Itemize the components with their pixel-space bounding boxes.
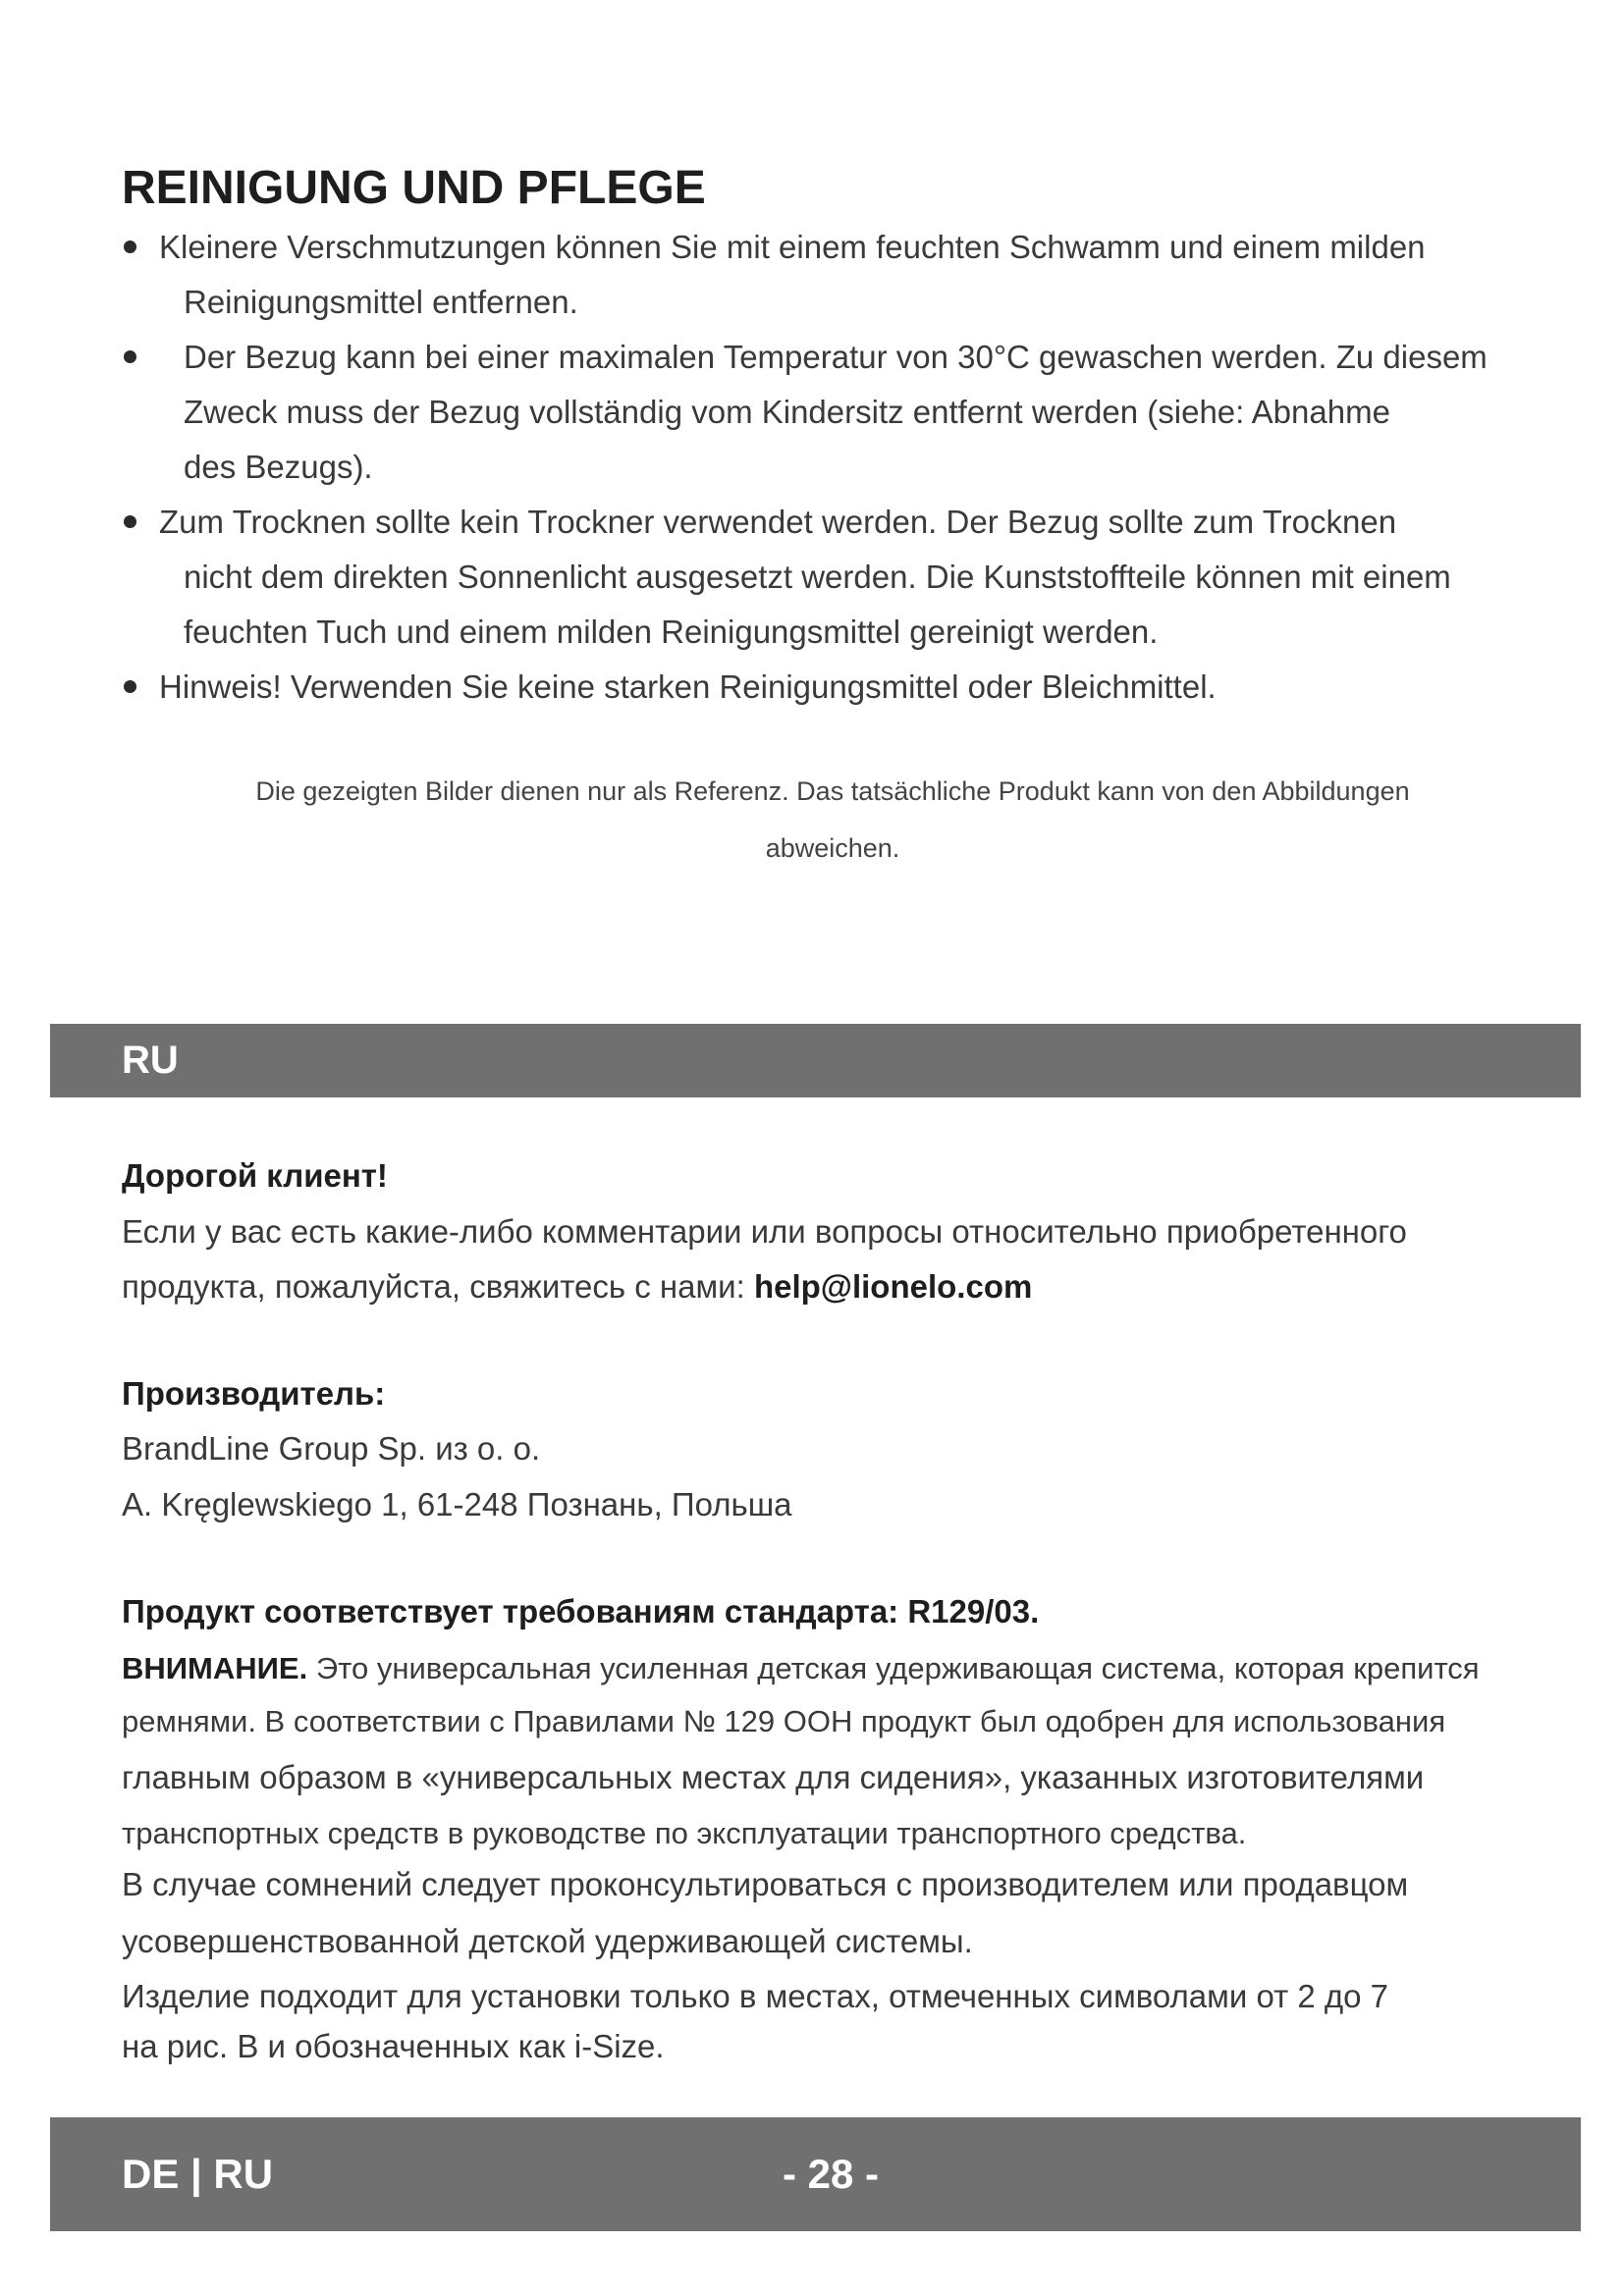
- disclaimer-line: Die gezeigten Bilder dienen nur als Referenz. Das tatsächliche Produkt kann von den Abbildungen: [255, 776, 1410, 806]
- page-footer: [50, 2117, 1581, 2231]
- bullet-dot-icon: [124, 515, 136, 528]
- contact-line: [122, 1259, 1032, 1314]
- contact-text: продукта, пожалуйста, свяжитесь с нами:: [122, 1268, 754, 1305]
- bullet-line: Der Bezug kann bei einer maximalen Temperatur von 30°C gewaschen werden. Zu diesem: [184, 339, 1488, 375]
- bullet-line: Kleinere Verschmutzungen können Sie mit einem feuchten Schwamm und einem milden: [159, 229, 1426, 265]
- contact-heading: Дорогой клиент!: [122, 1157, 388, 1194]
- section-title: REINIGUNG UND PFLEGE: [122, 162, 706, 214]
- manufacturer-heading: Производитель:: [122, 1375, 386, 1412]
- bullet-dot-icon: [124, 240, 136, 253]
- bullet-line: Zum Trocknen sollte kein Trockner verwendet werden. Der Bezug sollte zum Trocknen: [159, 504, 1397, 540]
- manufacturer-address: A. Kręglewskiego 1, 61-248 Познань, Польша: [122, 1486, 792, 1522]
- warning-label: ВНИМАНИЕ.: [122, 1651, 308, 1685]
- language-section-band: [50, 1024, 1581, 1097]
- contact-line: Если у вас есть какие-либо комментарии или вопросы относительно приобретенного: [122, 1213, 1407, 1250]
- warning-line: усовершенствованной детской удерживающей системы.: [122, 1923, 973, 1959]
- bullet-dot-icon: [124, 350, 136, 363]
- warning-line: ремнями. В соответствии с Правилами № 129 ООН продукт был одобрен для использования: [122, 1704, 1446, 1738]
- contact-email: help@lionelo.com: [753, 1268, 1033, 1305]
- warning-line: [122, 1641, 1480, 1696]
- bullet-line: Hinweis! Verwenden Sie keine starken Reinigungsmittel oder Bleichmittel.: [159, 668, 1217, 705]
- bullet-line: des Bezugs).: [184, 449, 373, 485]
- language-section-label: RU: [122, 1039, 179, 1082]
- warning-text: Это универсальная усиленная детская удерживающая система, которая крепится: [307, 1651, 1480, 1685]
- disclaimer-line: abweichen.: [765, 833, 900, 863]
- warning-line: главным образом в «универсальных местах для сидения», указанных изготовителями: [122, 1759, 1425, 1795]
- warning-line: на рис. B и обозначенных как i-Size.: [122, 2028, 665, 2064]
- bullet-line: nicht dem direkten Sonnenlicht ausgesetzt werden. Die Kunststoffteile können mit einem: [184, 559, 1451, 595]
- warning-line: транспортных средств в руководстве по эксплуатации транспортного средства.: [122, 1816, 1247, 1850]
- footer-languages: DE | RU: [122, 2151, 274, 2197]
- bullet-line: feuchten Tuch und einem milden Reinigungsmittel gereinigt werden.: [184, 614, 1159, 650]
- bullet-line: Reinigungsmittel entfernen.: [184, 284, 578, 320]
- standard-heading: Продукт соответствует требованиям стандарта: R129/03.: [122, 1593, 1040, 1629]
- page-number: - 28 -: [782, 2151, 880, 2197]
- bullet-line: Zweck muss der Bezug vollständig vom Kindersitz entfernt werden (siehe: Abnahme: [184, 394, 1390, 430]
- manufacturer-name: BrandLine Group Sp. из о. о.: [122, 1430, 541, 1467]
- warning-line: В случае сомнений следует проконсультироваться с производителем или продавцом: [122, 1866, 1409, 1902]
- warning-line: Изделие подходит для установки только в местах, отмеченных символами от 2 до 7: [122, 1978, 1389, 2014]
- bullet-dot-icon: [124, 680, 136, 693]
